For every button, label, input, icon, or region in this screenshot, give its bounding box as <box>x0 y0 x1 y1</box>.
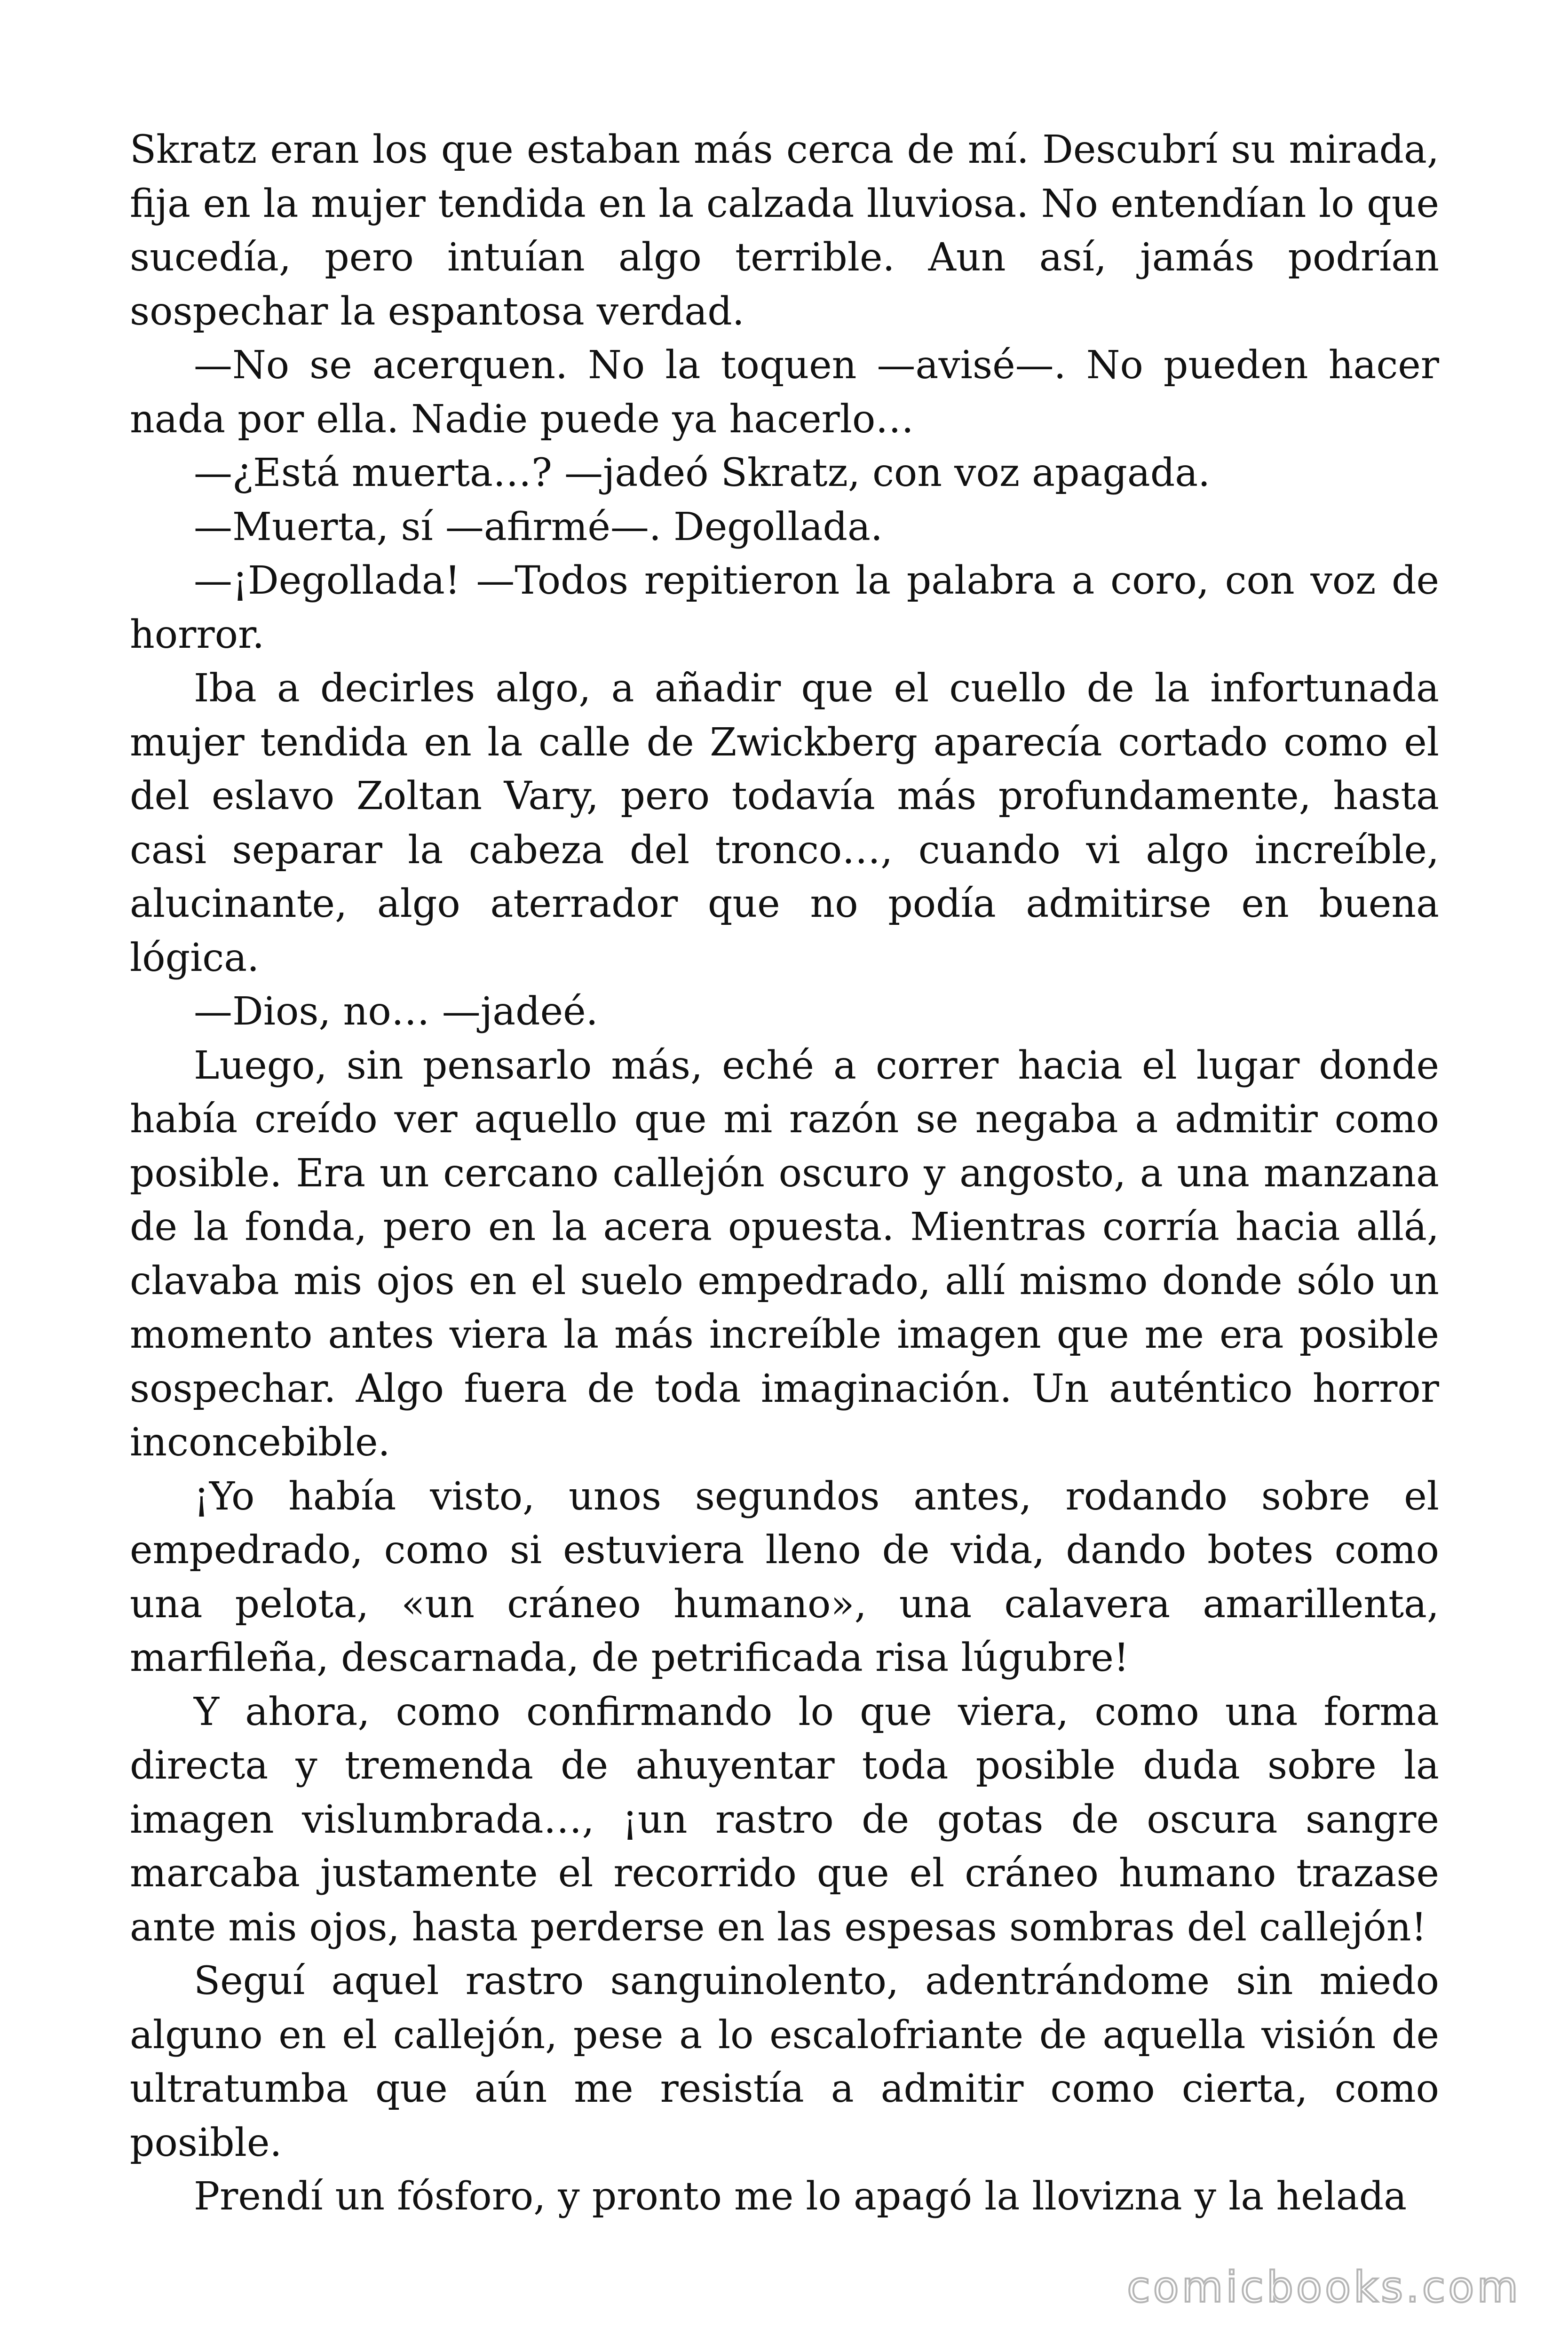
paragraph: Luego, sin pensarlo más, eché a correr hacia el lugar donde había creído ver aquello que mi razón se negaba a admitir como posible. Era un cercano callejón oscuro y angosto, a una manzana de la fonda, pero en la acera opuesta. Mientras corría hacia allá, clavaba mis ojos en el suelo empedrado, allí mismo donde sólo un momento antes viera la más increíble imagen que me era posible sospechar. Algo fuera de toda imaginación. Un auténtico horror inconcebible. <box>130 1043 1439 1465</box>
paragraph: Seguí aquel rastro sanguinolento, adentrándome sin miedo alguno en el callejón, pese a lo escalofriante de aquella visión de ultratumba que aún me resistía a admitir como cierta, como posible. <box>130 1959 1439 2165</box>
paragraph: —Muerta, sí —afirmé—. Degollada. <box>194 504 883 549</box>
paragraph: Skratz eran los que estaban más cerca de mí. Descubrí su mirada, fija en la mujer tendida en la calzada lluviosa. No entendían lo que sucedía, pero intuían algo terrible. Aun así, jamás podrían sospechar la espantosa verdad. <box>130 127 1439 334</box>
paragraph: —¿Está muerta…? —jadeó Skratz, con voz apagada. <box>194 451 1211 495</box>
paragraph: —Dios, no… —jadeé. <box>194 989 598 1034</box>
paragraph: Y ahora, como confirmando lo que viera, como una forma directa y tremenda de ahuyentar toda posible duda sobre la imagen vislumbrada…, ¡un rastro de gotas de oscura sangre marcaba justamente el recorrido que el cráneo humano trazase ante mis ojos, hasta perderse en las espesas sombras del callejón! <box>130 1689 1439 1950</box>
body-text <box>130 123 1439 2224</box>
paragraph: —¡Degollada! —Todos repitieron la palabra a coro, con voz de horror. <box>130 558 1439 657</box>
paragraph: ¡Yo había visto, unos segundos antes, rodando sobre el empedrado, como si estuviera lleno de vida, dando botes como una pelota, «un cráneo humano», una calavera amarillenta, marfileña, descarnada, de petrificada risa lúgubre! <box>130 1474 1439 1680</box>
paragraph: Prendí un fósforo, y pronto me lo apagó la llovizna y la helada <box>194 2174 1407 2219</box>
paragraph: —No se acerquen. No la toquen —avisé—. No pueden hacer nada por ella. Nadie puede ya hacerlo… <box>130 343 1439 442</box>
watermark: comicbooks.com <box>1127 2263 1521 2312</box>
paragraph: Iba a decirles algo, a añadir que el cuello de la infortunada mujer tendida en la calle de Zwickberg aparecía cortado como el del eslavo Zoltan Vary, pero todavía más profundamente, hasta casi separar la cabeza del tronco…, cuando vi algo increíble, alucinante, algo aterrador que no podía admitirse en buena lógica. <box>130 666 1439 980</box>
